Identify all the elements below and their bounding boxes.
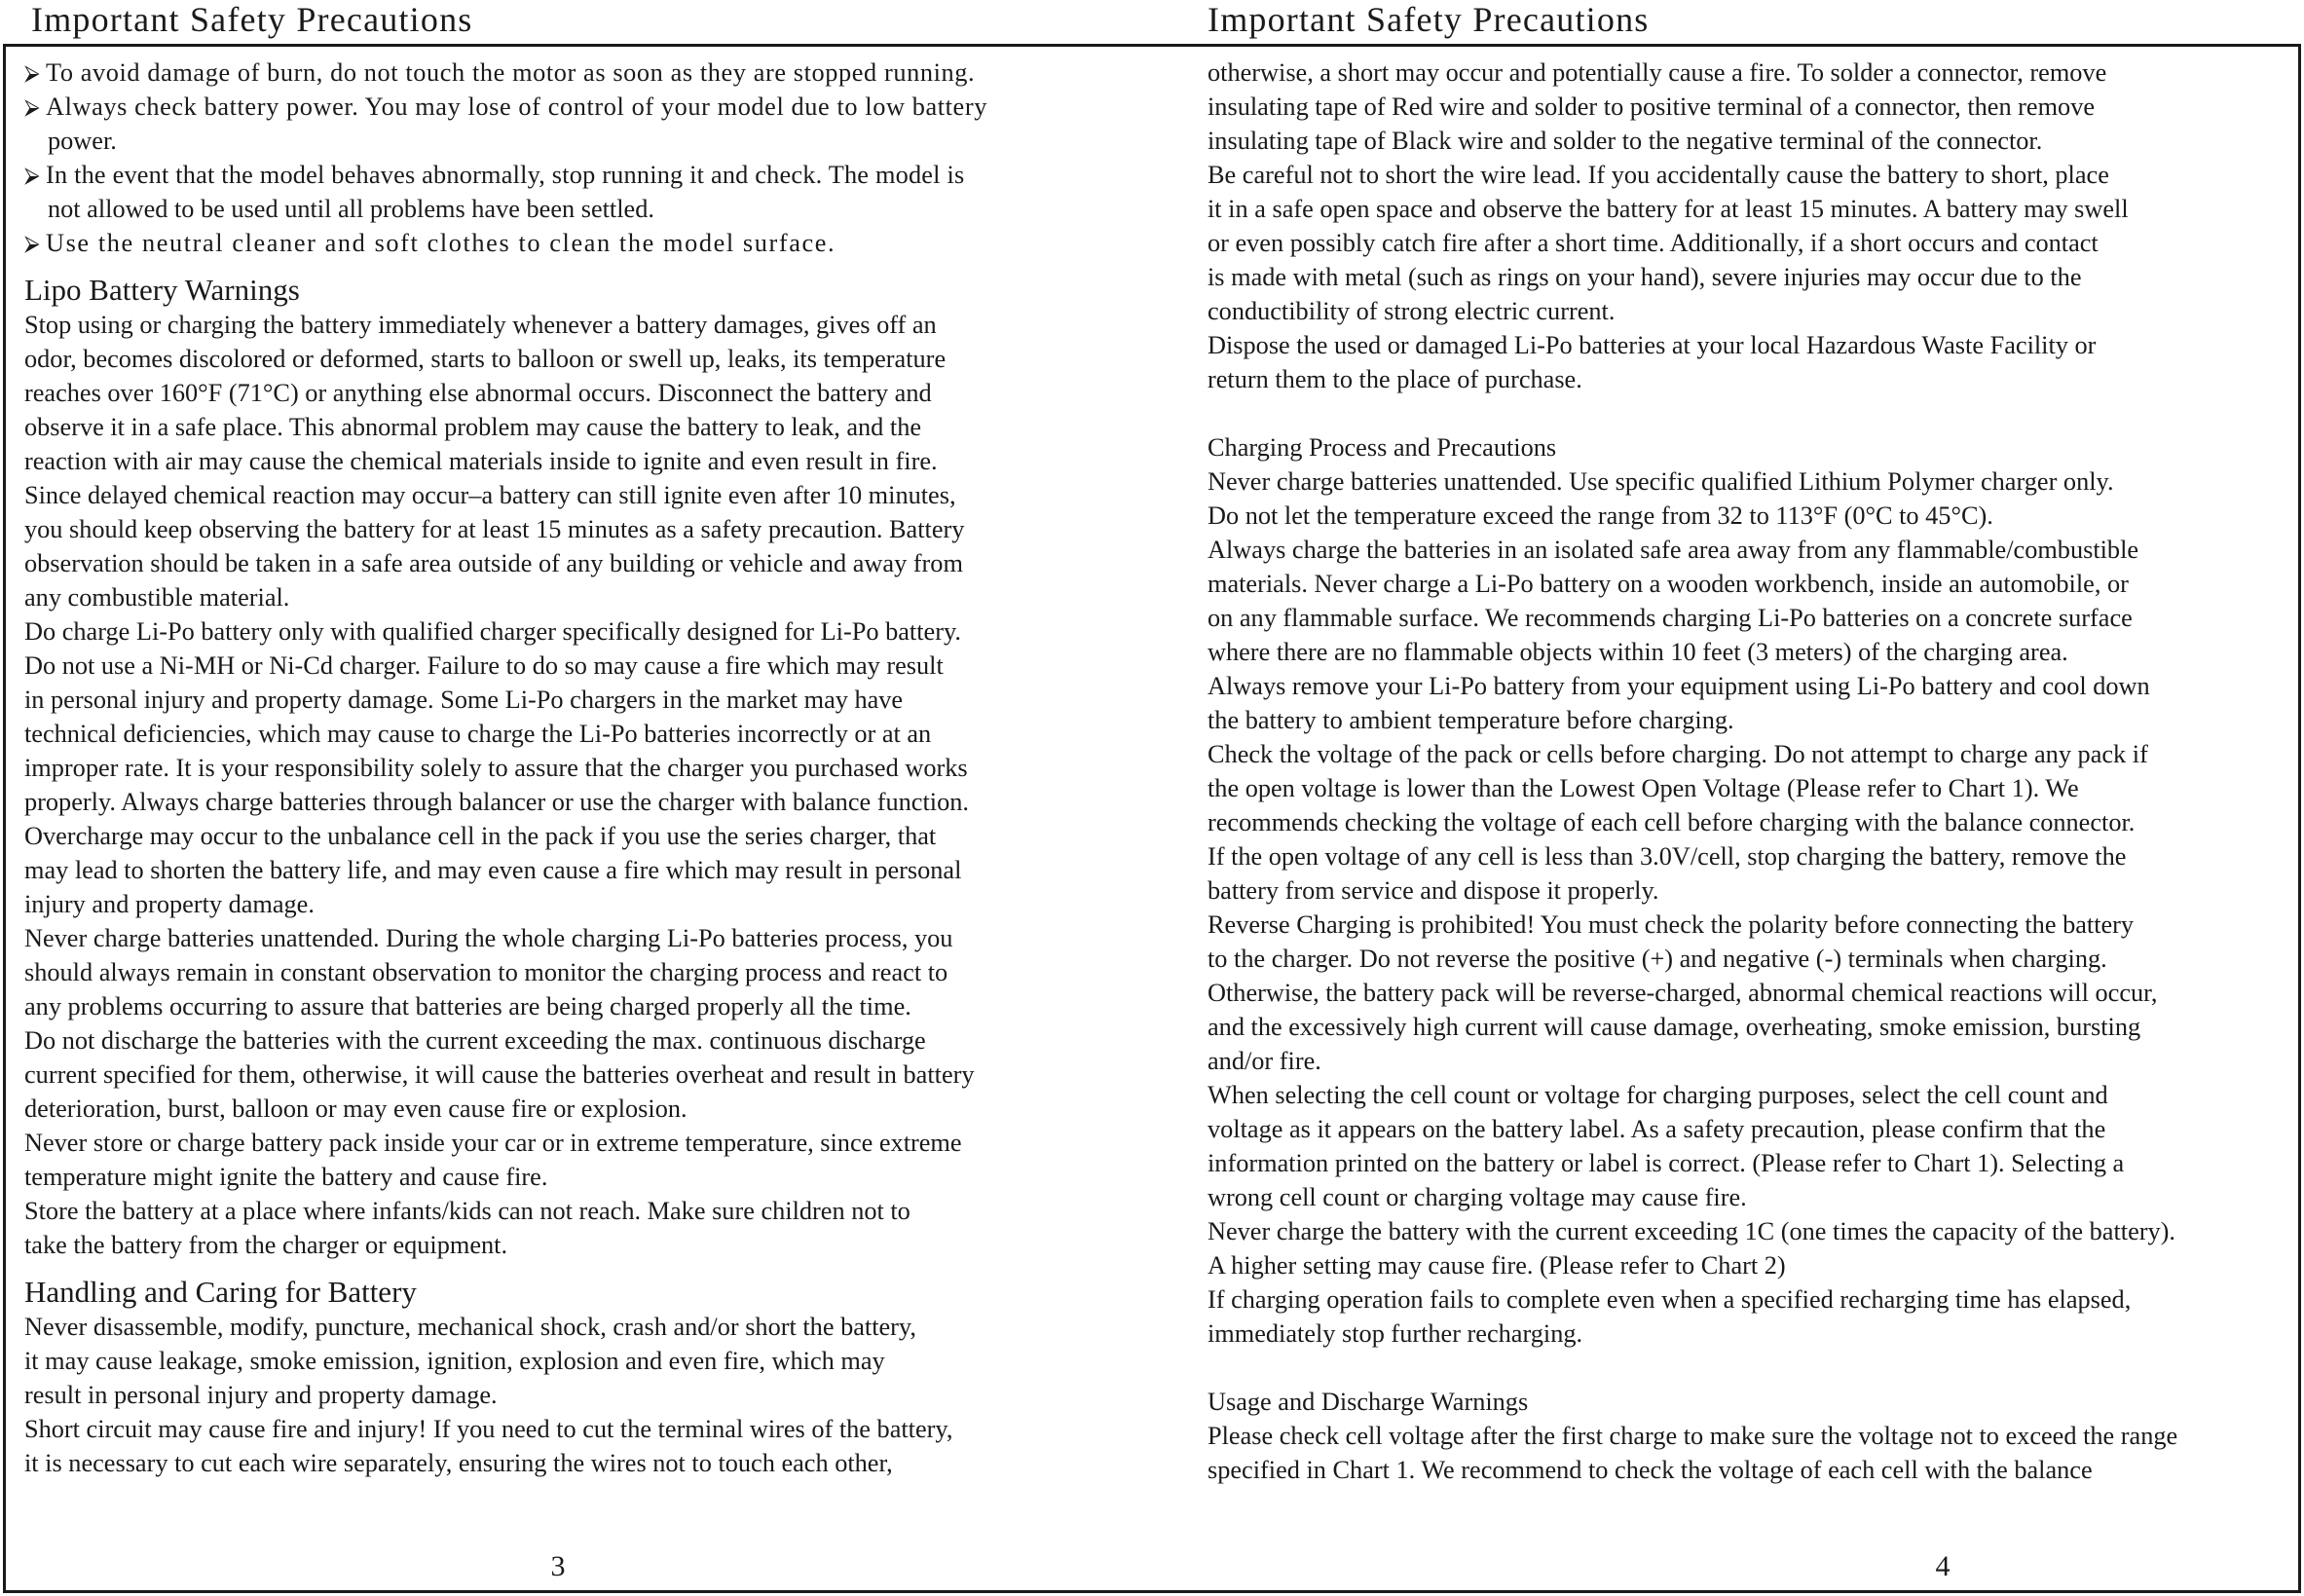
text-line: it in a safe open space and observe the battery for at least 15 minutes. A battery may swell <box>1208 195 2129 223</box>
text-line: materials. Never charge a Li-Po battery on a wooden workbench, inside an automobile, or <box>1208 570 2129 598</box>
bullet-text: Always check battery power. You may lose of control of your model due to low battery <box>46 93 987 121</box>
text-line: it is necessary to cut each wire separately, ensuring the wires not to touch each other, <box>24 1449 893 1477</box>
text-line: Store the battery at a place where infants/kids can not reach. Make sure children not to <box>24 1197 910 1225</box>
text-line: observation should be taken in a safe area outside of any building or vehicle and away from <box>24 549 963 577</box>
text-line: Always remove your Li-Po battery from your equipment using Li-Po battery and cool down <box>1208 672 2150 700</box>
text-line: Overcharge may occur to the unbalance cell in the pack if you use the series charger, that <box>24 822 937 850</box>
text-line: Never disassemble, modify, puncture, mechanical shock, crash and/or short the battery, <box>24 1313 916 1341</box>
page-header: Important Safety Precautions <box>31 0 473 39</box>
text-line: Short circuit may cause fire and injury! If you need to cut the terminal wires of the battery, <box>24 1415 953 1443</box>
text-line: Dispose the used or damaged Li-Po batteries at your local Hazardous Waste Facility or <box>1208 331 2097 359</box>
text-line: current specified for them, otherwise, it will cause the batteries overheat and result in battery <box>24 1060 975 1089</box>
text-line: If charging operation fails to complete even when a specified recharging time has elapsed, <box>1208 1285 2132 1314</box>
text-line: or even possibly catch fire after a short time. Additionally, if a short occurs and contact <box>1208 229 2099 257</box>
text-line: Check the voltage of the pack or cells before charging. Do not attempt to charge any pack if <box>1208 740 2148 768</box>
text-line: A higher setting may cause fire. (Please refer to Chart 2) <box>1208 1251 1786 1280</box>
charging-body <box>1208 464 2298 1351</box>
right-page <box>1178 0 2304 1596</box>
text-line: take the battery from the charger or equipment. <box>24 1231 508 1259</box>
text-line: When selecting the cell count or voltage for charging purposes, select the cell count and <box>1208 1081 2108 1109</box>
text-line: is made with metal (such as rings on your hand), severe injuries may occur due to the <box>1208 263 2082 291</box>
section-heading-charging: Charging Process and Precautions <box>1208 433 1557 462</box>
text-line: Do charge Li-Po battery only with qualified charger specifically designed for Li-Po battery. <box>24 617 961 646</box>
page-header: Important Safety Precautions <box>1208 0 1650 39</box>
bullet-text: Use the neutral cleaner and soft clothes to clean the model surface. <box>46 229 836 257</box>
text-line: any combustible material. <box>24 583 290 612</box>
text-line: Otherwise, the battery pack will be reverse-charged, abnormal chemical reactions will occur, <box>1208 979 2158 1007</box>
text-line: Since delayed chemical reaction may occur–a battery can still ignite even after 10 minutes, <box>24 481 956 509</box>
text-line: and/or fire. <box>1208 1047 1321 1075</box>
spacer <box>1208 396 2298 430</box>
text-line: it may cause leakage, smoke emission, ignition, explosion and even fire, which may <box>24 1347 885 1375</box>
bullet-list <box>24 56 1173 260</box>
text-line: odor, becomes discolored or deformed, starts to balloon or swell up, leaks, its temperature <box>24 345 947 373</box>
text-line: injury and property damage. <box>24 890 315 918</box>
text-line: voltage as it appears on the battery label. As a safety precaution, please confirm that the <box>1208 1115 2106 1143</box>
lipo-warnings-body <box>24 308 1173 1262</box>
text-line: Never charge batteries unattended. During the whole charging Li-Po batteries process, you <box>24 924 953 952</box>
text-line: and the excessively high current will cause damage, overheating, smoke emission, bursting <box>1208 1013 2141 1041</box>
text-line: wrong cell count or charging voltage may cause fire. <box>1208 1183 1747 1211</box>
text-line: technical deficiencies, which may cause to charge the Li-Po batteries incorrectly or at an <box>24 720 932 748</box>
text-line: any problems occurring to assure that batteries are being charged properly all the time. <box>24 992 911 1021</box>
bullet-text: In the event that the model behaves abnormally, stop running it and check. The model is <box>46 161 965 189</box>
text-line: should always remain in constant observation to monitor the charging process and react to <box>24 958 948 986</box>
text-line: Stop using or charging the battery immediately whenever a battery damages, gives off an <box>24 311 937 339</box>
text-line: properly. Always charge batteries through balancer or use the charger with balance function. <box>24 788 969 816</box>
text-line: Do not let the temperature exceed the range from 32 to 113°F (0°C to 45°C). <box>1208 501 1993 530</box>
bullet-item <box>24 56 1173 90</box>
right-page-content <box>1208 56 2298 1487</box>
text-line: in personal injury and property damage. Some Li-Po chargers in the market may have <box>24 686 904 714</box>
text-line: otherwise, a short may occur and potentially cause a fire. To solder a connector, remove <box>1208 58 2107 87</box>
text-line: specified in Chart 1. We recommend to check the voltage of each cell with the balance <box>1208 1456 2093 1484</box>
text-line: Do not discharge the batteries with the current exceeding the max. continuous discharge <box>24 1026 926 1055</box>
text-line: If the open voltage of any cell is less than 3.0V/cell, stop charging the battery, remove the <box>1208 842 2127 871</box>
text-line: the battery to ambient temperature before charging. <box>1208 706 1734 734</box>
text-line: reaction with air may cause the chemical materials inside to ignite and even result in fire. <box>24 447 938 475</box>
text-line: Never charge the battery with the current exceeding 1C (one times the capacity of the battery). <box>1208 1217 2175 1245</box>
text-line: Never store or charge battery pack inside your car or in extreme temperature, since extreme <box>24 1129 962 1157</box>
text-line: improper rate. It is your responsibility solely to assure that the charger you purchased works <box>24 754 968 782</box>
text-line: to the charger. Do not reverse the positive (+) and negative (-) terminals when charging. <box>1208 945 2107 973</box>
section-heading-handling: Handling and Caring for Battery <box>24 1275 417 1309</box>
text-line: result in personal injury and property damage. <box>24 1381 498 1409</box>
bullet-item <box>24 158 1173 226</box>
section-heading-usage: Usage and Discharge Warnings <box>1208 1388 1529 1416</box>
spacer <box>1208 1351 2298 1385</box>
text-line: insulating tape of Red wire and solder to positive terminal of a connector, then remove <box>1208 93 2096 121</box>
text-line: may lead to shorten the battery life, and may even cause a fire which may result in personal <box>24 856 962 884</box>
page-number: 3 <box>550 1550 566 1582</box>
bullet-text: power. <box>48 127 117 155</box>
bullet-text: To avoid damage of burn, do not touch the motor as soon as they are stopped running. <box>46 58 976 87</box>
section-heading-lipo: Lipo Battery Warnings <box>24 273 300 307</box>
arrow-bullet-icon: ⮚ <box>24 60 40 85</box>
text-line: observe it in a safe place. This abnormal problem may cause the battery to leak, and the <box>24 413 922 441</box>
text-line: conductibility of strong electric current. <box>1208 297 1616 325</box>
text-line: Do not use a Ni-MH or Ni-Cd charger. Failure to do so may cause a fire which may result <box>24 651 944 680</box>
text-line: temperature might ignite the battery and cause fire. <box>24 1163 548 1191</box>
text-line: you should keep observing the battery for at least 15 minutes as a safety precaution. Battery <box>24 515 965 543</box>
text-line: Be careful not to short the wire lead. If you accidentally cause the battery to short, place <box>1208 161 2109 189</box>
text-line: Reverse Charging is prohibited! You must check the polarity before connecting the battery <box>1208 910 2135 939</box>
arrow-bullet-icon: ⮚ <box>24 94 40 119</box>
text-line: deterioration, burst, balloon or may even cause fire or explosion. <box>24 1095 687 1123</box>
text-line: on any flammable surface. We recommends charging Li-Po batteries on a concrete surface <box>1208 604 2133 632</box>
text-line: immediately stop further recharging. <box>1208 1319 1583 1348</box>
page-number: 4 <box>1935 1550 1951 1582</box>
arrow-bullet-icon: ⮚ <box>24 231 40 255</box>
text-line: recommends checking the voltage of each cell before charging with the balance connector. <box>1208 808 2136 836</box>
bullet-text: not allowed to be used until all problems have been settled. <box>48 195 654 223</box>
text-line: battery from service and dispose it properly. <box>1208 876 1659 905</box>
text-line: the open voltage is lower than the Lowest Open Voltage (Please refer to Chart 1). We <box>1208 774 2079 802</box>
text-line: Please check cell voltage after the first charge to make sure the voltage not to exceed the range <box>1208 1422 2178 1450</box>
text-line: insulating tape of Black wire and solder to the negative terminal of the connector. <box>1208 127 2043 155</box>
text-line: return them to the place of purchase. <box>1208 365 1582 393</box>
arrow-bullet-icon: ⮚ <box>24 163 40 187</box>
usage-body <box>1208 1419 2298 1487</box>
bullet-item <box>24 226 1173 260</box>
bullet-item <box>24 90 1173 158</box>
text-line: Never charge batteries unattended. Use specific qualified Lithium Polymer charger only. <box>1208 467 2114 496</box>
text-line: Always charge the batteries in an isolated safe area away from any flammable/combustible <box>1208 536 2139 564</box>
intro-body <box>1208 56 2298 396</box>
left-page-content <box>24 56 1173 1480</box>
text-line: where there are no flammable objects within 10 feet (3 meters) of the charging area. <box>1208 638 2068 666</box>
text-line: reaches over 160°F (71°C) or anything else abnormal occurs. Disconnect the battery and <box>24 379 932 407</box>
handling-body <box>24 1310 1173 1480</box>
text-line: information printed on the battery or label is correct. (Please refer to Chart 1). Selecting a <box>1208 1149 2125 1177</box>
